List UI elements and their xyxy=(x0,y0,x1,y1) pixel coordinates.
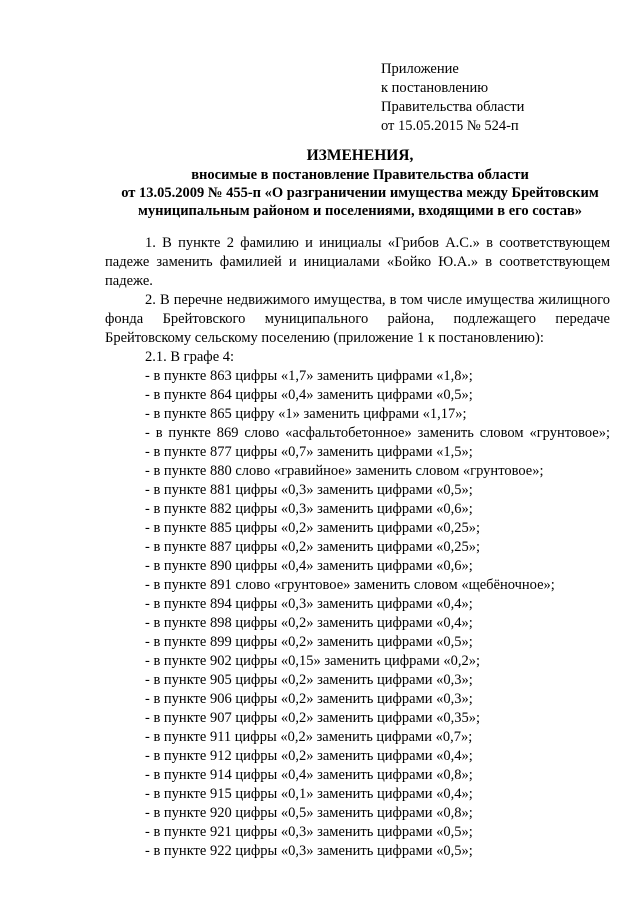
amendment-item: - в пункте 907 цифры «0,2» заменить цифрами «0,35»; xyxy=(145,710,481,726)
amendment-item: - в пункте 894 цифры «0,3» заменить цифрами «0,4»; xyxy=(145,596,473,612)
amendment-item: - в пункте 899 цифры «0,2» заменить цифрами «0,5»; xyxy=(145,634,473,650)
title-line: муниципальным районом и поселениями, входящими в его состав» xyxy=(138,203,582,219)
amendment-item: - в пункте 880 слово «гравийное» заменить словом «грунтовое»; xyxy=(145,463,544,479)
appendix-line: Правительства области xyxy=(381,99,525,115)
amendment-item: - в пункте 921 цифры «0,3» заменить цифрами «0,5»; xyxy=(145,824,473,840)
amendment-list-part-2 xyxy=(105,443,610,861)
appendix-reference xyxy=(381,60,524,136)
paragraph-2-1: 2.1. В графе 4: xyxy=(145,349,235,365)
amendment-item: - в пункте 902 цифры «0,15» заменить цифрами «0,2»; xyxy=(145,653,481,669)
appendix-line: к постановлению xyxy=(381,80,489,96)
amendment-item: - в пункте 898 цифры «0,2» заменить цифрами «0,4»; xyxy=(145,615,473,631)
amendment-item: - в пункте 885 цифры «0,2» заменить цифрами «0,25»; xyxy=(145,520,481,536)
amendment-item: - в пункте 891 слово «грунтовое» заменить словом «щебёночное»; xyxy=(145,577,555,593)
title-line: вносимые в постановление Правительства области xyxy=(191,167,529,183)
amendment-item: - в пункте 920 цифры «0,5» заменить цифрами «0,8»; xyxy=(145,805,473,821)
amendment-item: - в пункте 864 цифры «0,4» заменить цифрами «0,5»; xyxy=(145,387,473,403)
amendment-item: - в пункте 877 цифры «0,7» заменить цифрами «1,5»; xyxy=(145,444,473,460)
amendment-item: - в пункте 881 цифры «0,3» заменить цифрами «0,5»; xyxy=(145,482,473,498)
appendix-line: Приложение xyxy=(381,61,459,77)
title-main: ИЗМЕНЕНИЯ, xyxy=(306,147,414,164)
amendment-item: - в пункте 890 цифры «0,4» заменить цифрами «0,6»; xyxy=(145,558,473,574)
amendment-item: - в пункте 863 цифры «1,7» заменить цифрами «1,8»; xyxy=(145,368,473,384)
amendment-item: - в пункте 869 слово «асфальтобетонное» заменить словом «грунтовое»; xyxy=(145,425,610,441)
document-title xyxy=(100,147,620,220)
amendment-list-part-1 xyxy=(105,367,610,424)
title-line: от 13.05.2009 № 455-п «О разграничении имущества между Брейтовским xyxy=(121,185,599,201)
amendment-item: - в пункте 914 цифры «0,4» заменить цифрами «0,8»; xyxy=(145,767,473,783)
amendment-item: - в пункте 915 цифры «0,1» заменить цифрами «0,4»; xyxy=(145,786,473,802)
paragraph-2: 2. В перечне недвижимого имущества, в том числе имущества жилищного фонда Брейтовского муниципального района, подлежащего передаче Брейтовскому сельскому поселению (приложение 1 к постановлению): xyxy=(105,292,610,346)
amendment-item: - в пункте 912 цифры «0,2» заменить цифрами «0,4»; xyxy=(145,748,473,764)
amendment-item: - в пункте 887 цифры «0,2» заменить цифрами «0,25»; xyxy=(145,539,481,555)
amendment-item: - в пункте 911 цифры «0,2» заменить цифрами «0,7»; xyxy=(145,729,473,745)
amendment-item: - в пункте 905 цифры «0,2» заменить цифрами «0,3»; xyxy=(145,672,473,688)
amendment-item: - в пункте 922 цифры «0,3» заменить цифрами «0,5»; xyxy=(145,843,473,859)
paragraph-1: 1. В пункте 2 фамилию и инициалы «Грибов А.С.» в соответствующем падеже заменить фамилией и инициалами «Бойко Ю.А.» в соответствующем падеже. xyxy=(105,235,610,289)
amendment-item: - в пункте 906 цифры «0,2» заменить цифрами «0,3»; xyxy=(145,691,473,707)
appendix-line: от 15.05.2015 № 524-п xyxy=(381,118,519,134)
amendment-item: - в пункте 882 цифры «0,3» заменить цифрами «0,6»; xyxy=(145,501,473,517)
amendment-item: - в пункте 865 цифру «1» заменить цифрами «1,17»; xyxy=(145,406,467,422)
document-body xyxy=(105,234,610,861)
